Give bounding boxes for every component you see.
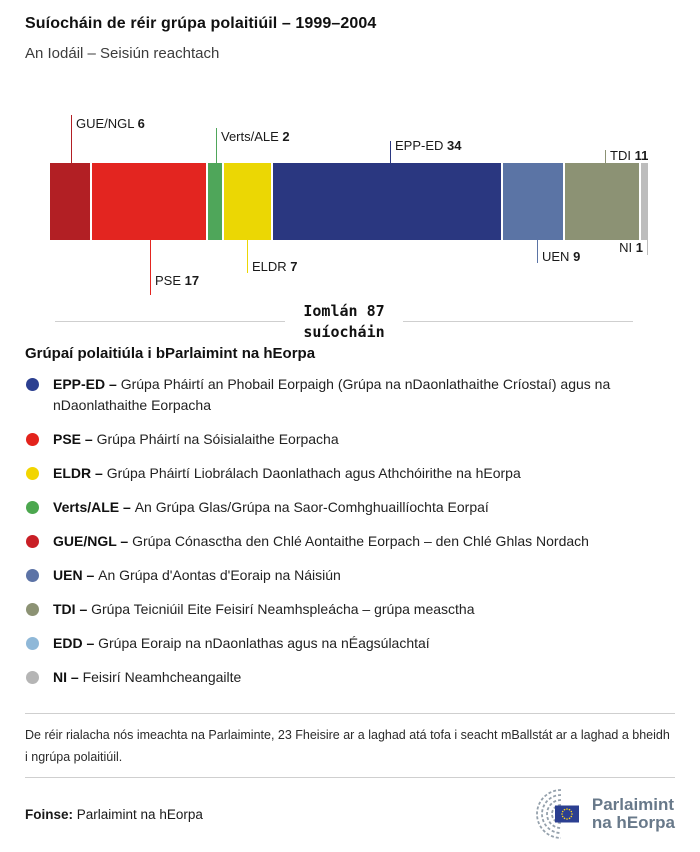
legend-item-verts-ale (25, 497, 675, 518)
callout-line-epp-ed (390, 141, 391, 163)
logo-wordmark: Parlaimint na hEorpa (591, 795, 675, 832)
legend-item-epp-ed (25, 374, 675, 416)
callout-line-eldr (247, 240, 248, 273)
callout-line-tdi (605, 150, 606, 163)
bar-segment-tdi (565, 163, 639, 240)
legend-item-text: ELDR – Grúpa Pháirtí Liobrálach Daonlathach agus Athchóirithe na hEorpa (53, 465, 521, 481)
total-divider-row (0, 298, 700, 345)
legend-dot (26, 637, 39, 650)
callout-label-gue-ngl: GUE/NGL 6 (76, 116, 145, 131)
callout-label-tdi: TDI 11 (610, 148, 649, 163)
legend-dot (26, 433, 39, 446)
legend-dot (26, 569, 39, 582)
legend-dot (26, 501, 39, 514)
legend-item-text: GUE/NGL – Grúpa Cónasctha den Chlé Aontaithe Eorpach – den Chlé Ghlas Nordach (53, 533, 589, 549)
callout-line-uen (537, 240, 538, 263)
divider-line-right (403, 321, 633, 322)
legend-item-gue-ngl (25, 531, 675, 552)
bar-segment-verts-ale (208, 163, 221, 240)
footnote: De réir rialacha nós imeachta na Parlaiminte, 23 Fheisire ar a laghad atá tofa i seacht mBallstát ar a laghad a bheidh i ngrúpa polaitiúil. (25, 713, 675, 778)
callout-label-pse: PSE 17 (155, 273, 200, 288)
page-subtitle: An Iodáil – Seisiún reachtach (25, 45, 220, 62)
bar-segment-gue-ngl (50, 163, 90, 240)
callout-label-eldr: ELDR 7 (252, 259, 298, 274)
callout-line-ni (647, 240, 648, 255)
eu-flag-icon (555, 806, 579, 823)
callout-line-gue-ngl (71, 115, 72, 163)
european-parliament-logo (515, 788, 675, 840)
bar-segment-uen (503, 163, 563, 240)
legend-dot (26, 378, 39, 391)
callout-label-ni: NI 1 (619, 240, 643, 255)
legend-list (0, 374, 700, 688)
page-title: Suíocháin de réir grúpa polaitiúil – 1999–2004 (25, 15, 377, 32)
seats-stacked-bar-chart (0, 108, 700, 298)
bar-segment-eldr (224, 163, 271, 240)
legend-item-pse (25, 429, 675, 450)
legend-item-eldr (25, 463, 675, 484)
bar-segment-ni (641, 163, 648, 240)
legend-dot (26, 603, 39, 616)
legend-dot (26, 535, 39, 548)
legend-heading: Grúpaí polaitiúla i bParlaimint na hEorpa (25, 345, 316, 362)
legend-item-text: EPP-ED – Grúpa Pháirtí an Phobail Eorpaigh (Grúpa na nDaonlathaithe Críostaí) agus na nDaonlathaithe Eorpacha (53, 376, 611, 413)
header (0, 14, 700, 64)
legend-item-text: Verts/ALE – An Grúpa Glas/Grúpa na Saor-Comhghuaillíochta Eorpaí (53, 499, 489, 515)
legend-item-text: NI – Feisirí Neamhcheangailte (53, 669, 242, 685)
legend-item-edd (25, 633, 675, 654)
source-line (25, 807, 203, 822)
total-seats-caption: Iomlán 87 suíocháin (303, 301, 385, 341)
callout-label-uen: UEN 9 (542, 249, 581, 264)
stacked-bar (50, 163, 648, 240)
callout-line-pse (150, 240, 151, 295)
legend-item-uen (25, 565, 675, 586)
source-label: Foinse: (25, 806, 74, 822)
legend-item-text: UEN – An Grúpa d'Aontas d'Eoraip na Náisiún (53, 567, 341, 583)
bar-segment-pse (92, 163, 206, 240)
footer (0, 786, 700, 842)
legend-dot (26, 467, 39, 480)
bar-segment-epp-ed (273, 163, 501, 240)
legend-item-text: EDD – Grúpa Eoraip na nDaonlathas agus na nÉagsúlachtaí (53, 635, 430, 651)
legend-dot (26, 671, 39, 684)
ep-hemicycle-icon (515, 788, 585, 840)
legend-item-text: PSE – Grúpa Pháirtí na Sóisialaithe Eorpacha (53, 431, 339, 447)
callout-line-verts-ale (216, 128, 217, 163)
legend-item-text: TDI – Grúpa Teicniúil Eite Feisirí Neamhspleácha – grúpa measctha (53, 601, 475, 617)
callout-label-epp-ed: EPP-ED 34 (395, 138, 462, 153)
legend-item-tdi (25, 599, 675, 620)
legend-item-ni (25, 667, 675, 688)
source-text: Parlaimint na hEorpa (76, 806, 203, 822)
divider-line-left (55, 321, 285, 322)
callout-label-verts-ale: Verts/ALE 2 (221, 129, 290, 144)
